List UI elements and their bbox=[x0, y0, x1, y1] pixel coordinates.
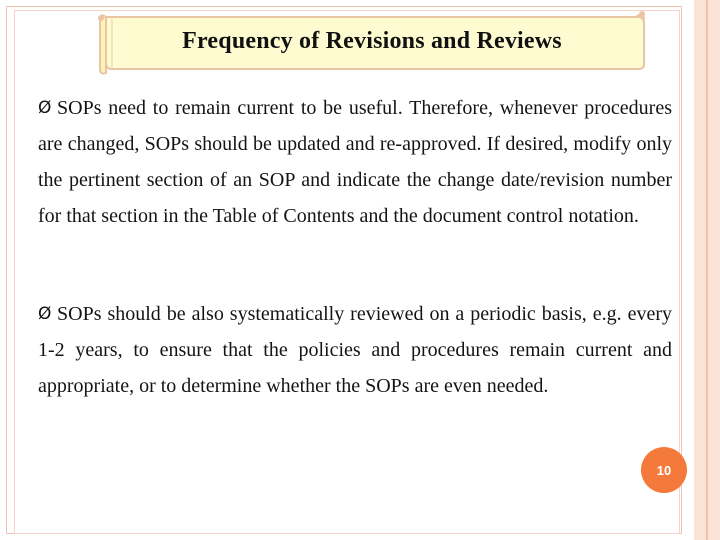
title-scroll-banner bbox=[98, 11, 646, 71]
arrow-bullet-icon: Ø bbox=[38, 98, 52, 118]
arrow-bullet-icon: Ø bbox=[38, 304, 52, 324]
slide-frame-inner bbox=[14, 10, 680, 534]
bullet-paragraph-1 bbox=[38, 90, 672, 234]
page-number: 10 bbox=[656, 462, 672, 478]
bullet-paragraph-2 bbox=[38, 296, 672, 404]
right-decorative-line bbox=[706, 0, 708, 540]
paragraph-text-2: SOPs should be also systematically reviewed on a periodic basis, e.g. every 1-2 years, to ensure that the policies and procedures remain current and appropriate, or to determine whether the SOPs are even needed. bbox=[38, 303, 672, 397]
paragraph-text-1: SOPs need to remain current to be useful. Therefore, whenever procedures are changed, SOPs should be updated and re-approved. If desired, modify only the pertinent section of an SOP and indicate the change date/revision number for that section in the Table of Contents and the document control notation. bbox=[38, 97, 672, 227]
slide-title: Frequency of Revisions and Reviews bbox=[182, 28, 562, 54]
page-number-badge bbox=[641, 447, 687, 493]
